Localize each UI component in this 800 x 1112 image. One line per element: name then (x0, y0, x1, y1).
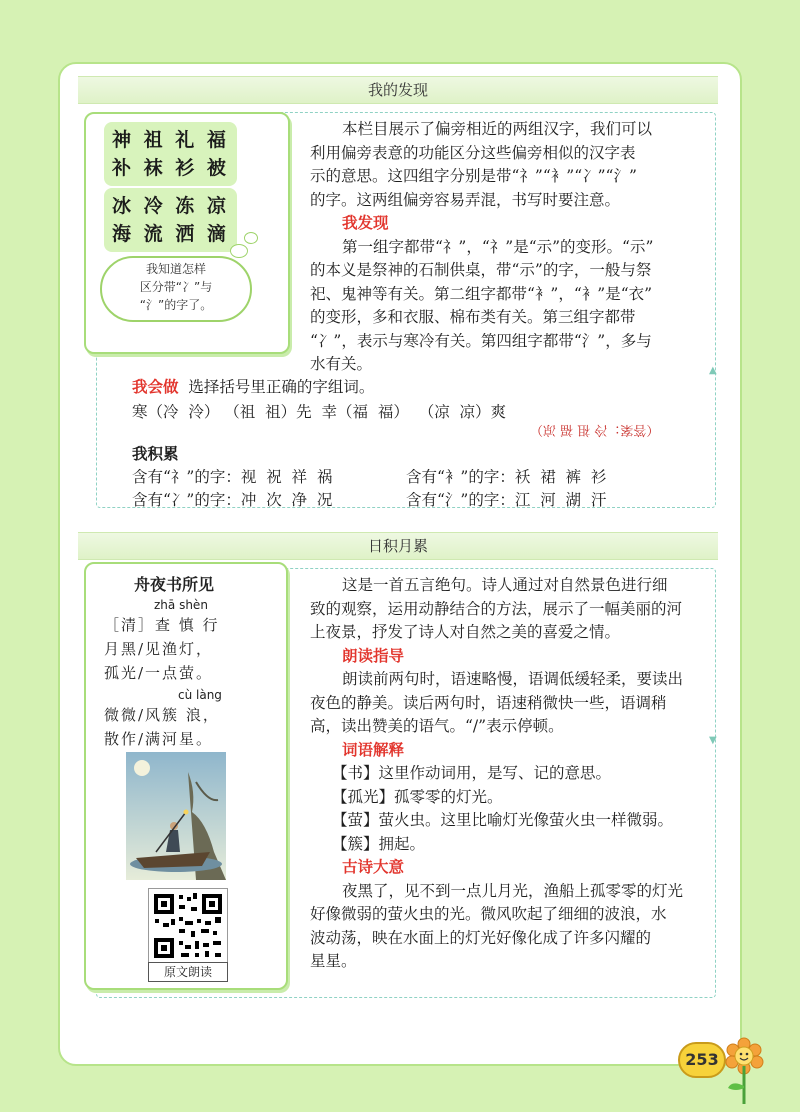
found-title: 我发现 (342, 214, 389, 232)
thought-cloud: 我知道怎样 区分带“冫”与 “氵”的字了。 (100, 256, 252, 322)
qr-label[interactable]: 原文朗读 (148, 962, 228, 982)
thought-bubble-small (244, 232, 258, 244)
accumulate-row-2a: 含有“冫”的字：冲 次 净 况 (132, 491, 333, 509)
poem-line-1: 月黑/见渔灯， (104, 640, 214, 658)
section-header-discovery: 我的发现 (78, 76, 718, 104)
char-group-2: 冰 冷 冻 凉 海 流 洒 滴 (104, 188, 237, 252)
discovery-intro: 本栏目展示了偏旁相近的两组汉字，我们可以 利用偏旁表意的功能区分这些偏旁相似的汉字表 示的意思。这四组字分别是带“礻”“衤”“冫”“氵” 的字。这两组偏旁容易弄混，书写时要注意。 我发现 第一组字都带“礻”，“礻”是“示”的变形。“示” 的本义是祭神的石制供桌，带“示”的字，一般与祭 祀、鬼神等有关。第二组字都带“衤”，“衤”是“衣” 的变形，多和衣服、棉布类有关。第三组字都带 “冫”，表示与寒冷有关。第四组字都带“氵”，多与 水有关。 (310, 118, 706, 377)
char-group-1: 神 祖 礼 福 补 袜 衫 被 (104, 122, 237, 186)
pinyin-zha-shen: zhā shèn (154, 598, 208, 612)
can-do-row: 我会做 选择括号里正确的字组词。 (132, 378, 375, 396)
qr-code[interactable] (148, 888, 228, 964)
section-header-daily: 日积月累 (78, 532, 718, 560)
arrow-down-icon: ▼ (709, 735, 717, 746)
poem-line-3: 微微/风簇 浪， (104, 706, 220, 724)
poem-title: 舟夜书所见 (134, 575, 215, 594)
daily-content: 这是一首五言绝句。诗人通过对自然景色进行细 致的观察，运用动静结合的方法，展示了一幅美丽的河 上夜景，抒发了诗人对自然之美的喜爱之情。 朗读指导 朗读前两句时，语速略慢，语调低缓轻柔，要读出 夜色的静美。读后两句时，语速稍微快一些，语调稍 高，读出赞美的语气。“/”表示停顿。 词语解释 【书】这里作动词用，是写、记的意思。 【孤光】孤零零的灯光。 【萤】萤火虫。这里比喻灯光像萤火虫一样微弱。 【簇】拥起。 古诗大意 夜黑了，见不到一点儿月光，渔船上孤零零的灯光 好像微弱的萤火虫的光。微风吹起了细细的波浪，水 波动荡，映在水面上的灯光好像化成了许多闪耀的 星星。 (310, 574, 706, 974)
thought-bubble-mid (230, 244, 248, 258)
answer-upside-down: （答案：冷 祖 福 凉） (530, 422, 660, 437)
page-number: 253 (678, 1042, 726, 1078)
poem-line-4: 散作/满河星。 (104, 730, 214, 748)
pinyin-cu-lang: cù làng (178, 688, 222, 702)
arrow-up-icon: ▲ (709, 365, 717, 376)
poem-author: ［清］查 慎 行 (104, 616, 220, 634)
poem-line-2: 孤光/一点萤。 (104, 664, 214, 682)
reading-title: 朗读指导 (342, 646, 405, 665)
can-do-title: 我会做 (132, 378, 179, 396)
boat-night-illustration (126, 752, 226, 880)
accumulate-row-1a: 含有“礻”的字：视 祝 祥 祸 (132, 468, 333, 486)
flower-icon (724, 1036, 764, 1106)
meaning-title: 古诗大意 (342, 858, 405, 876)
can-do-items: 寒（冷 泠） （祖 祖）先 幸（福 福） （凉 凉）爽 (132, 403, 507, 421)
accumulate-row-2b: 含有“氵”的字：江 河 湖 汗 (406, 491, 607, 509)
words-title: 词语解释 (342, 740, 405, 759)
accumulate-title: 我积累 (132, 445, 179, 463)
accumulate-row-1b: 含有“衤”的字：袄 裙 裤 衫 (406, 468, 607, 486)
